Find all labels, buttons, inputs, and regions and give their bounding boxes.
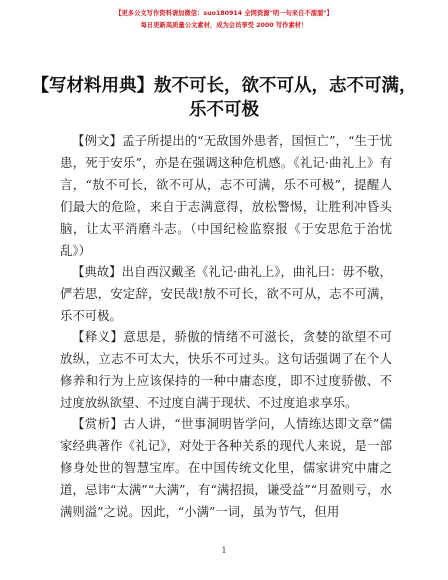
paragraph-tag-appreciation: 【赏析】 (72, 416, 124, 431)
paragraph-tag-example: 【例文】 (72, 133, 123, 148)
paragraph-text-example: 孟子所提出的“无敌国外患者，国恒亡”，“生于忧患，死于安乐”，亦是在强调这种危机感。《礼记·曲礼上》有言，“敖不可长，欲不可从，志不可满，乐不可极”，提醒人们最大的危险，来自于志满意得，放松警惕，让胜利冲昏头脑，让太平消磨斗志。（中国纪检监察报《于安思危于治忧乱》） (60, 133, 392, 258)
paragraph-text-allusion: 出自西汉戴圣《礼记·曲礼上》，曲礼曰：毋不敬，俨若思，安定辞，安民哉!敖不可长，欲不可从，志不可满，乐不可极。 (60, 264, 392, 323)
paragraph-meaning (60, 326, 392, 414)
paragraph-tag-allusion: 【典故】 (72, 264, 122, 279)
paragraph-example (60, 130, 392, 262)
paragraph-text-meaning: 意思是，骄傲的情绪不可滋长，贪婪的欲望不可放纵，立志不可太大，快乐不可过头。这句话强调了在个人修养和行为上应该保持的一种中庸态度，即不过度骄傲、不过度放纵欲望、不过度自满于现状、不过度追求享乐。 (60, 329, 393, 410)
promo-banner-line-2: 每日更新高质量公文素材，成为会员享受 2000 写作素材！ (140, 22, 308, 29)
promo-banner-line-1: 【更多公文写作资料请加微信：suo180914 全网资源"明一句来自不溜溜"】 (115, 10, 333, 17)
page-title: 【写材料用典】敖不可长，欲不可从，志不可满，乐不可极 (31, 76, 417, 120)
page-number: 1 (221, 546, 227, 555)
paragraph-text-appreciation: 古人讲，“世事洞明皆学问，人情练达即文章”儒家经典著作《礼记》，对处于各种关系的现代人来说，是一部修身处世的智慧宝库。在中国传统文化里，儒家讲究中庸之道，忌讳“太满”“大满”，有“满招损，谦受益”“月盈则亏，水满则溢”之说。因此，“小满”一词，虽为节气，但用 (60, 416, 392, 519)
paragraph-tag-meaning: 【释义】 (72, 329, 124, 344)
paragraph-appreciation (60, 413, 392, 523)
paragraph-allusion (60, 261, 392, 327)
